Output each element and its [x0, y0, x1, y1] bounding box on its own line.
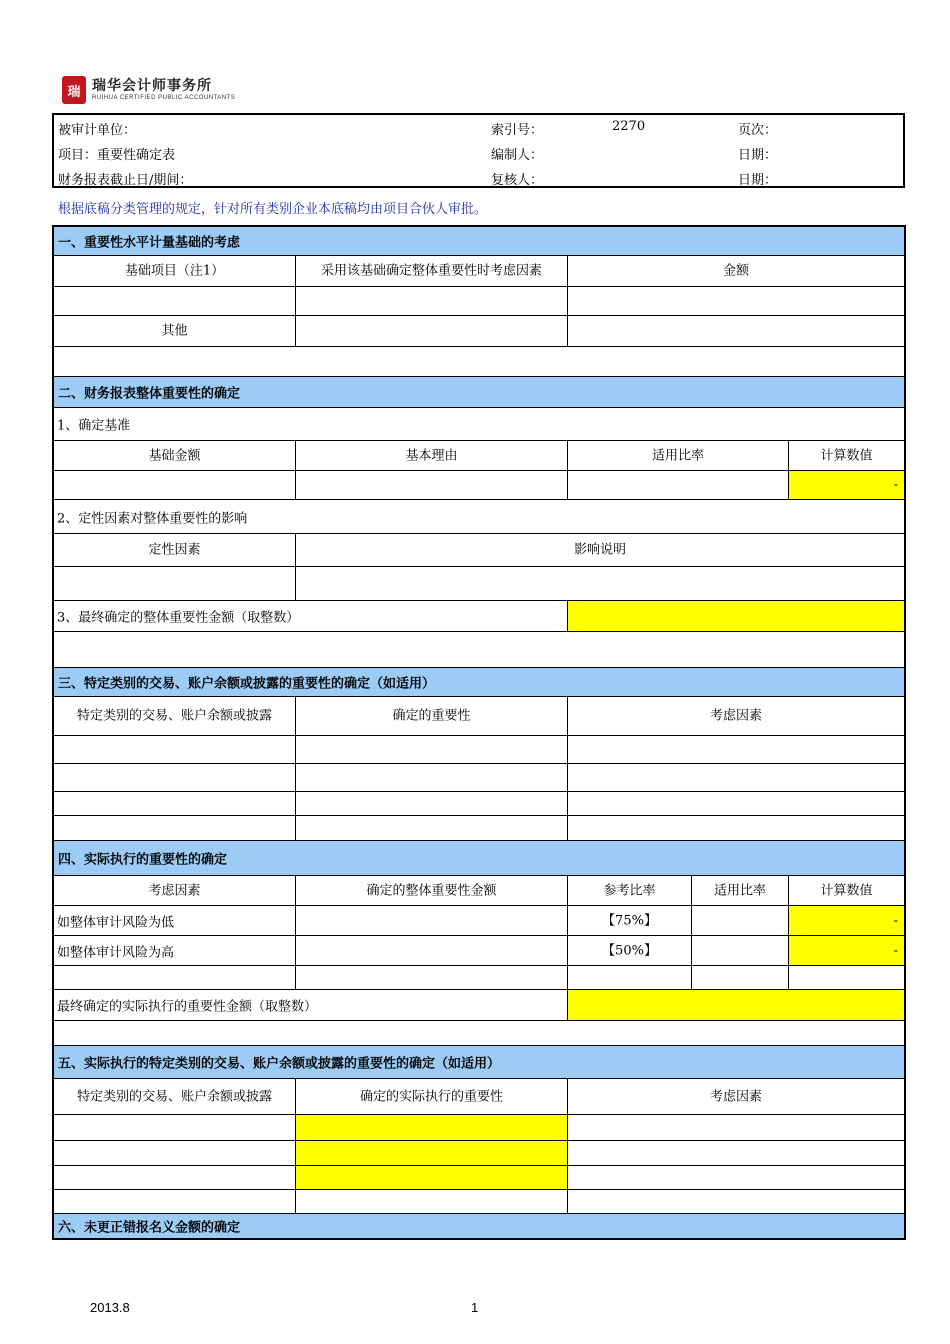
section-5-header: 五、实际执行的特定类别的交易、账户余额或披露的重要性的确定（如适用） — [54, 1046, 904, 1079]
firm-name: 瑞华会计师事务所 — [92, 78, 212, 94]
calculated-value-cell[interactable]: - — [789, 936, 904, 965]
spacer-row — [54, 347, 904, 377]
highlighted-input-cell[interactable] — [296, 1141, 568, 1165]
version-label: 2013.8 — [90, 1300, 130, 1315]
table-row — [54, 471, 904, 500]
reviewer-label: 复核人： — [491, 173, 544, 188]
firm-logo-mark: 瑞 — [62, 76, 86, 104]
input-cell[interactable] — [296, 287, 568, 315]
section-2-header: 二、财务报表整体重要性的确定 — [54, 377, 904, 408]
table-row — [54, 697, 904, 736]
final-materiality-cell[interactable] — [568, 601, 904, 631]
firm-name-en: RUIHUA CERTIFIED PUBLIC ACCOUNTANTS — [92, 95, 236, 101]
input-cell[interactable] — [54, 966, 296, 989]
auditee-label: 被审计单位： — [58, 123, 137, 138]
input-cell[interactable] — [296, 816, 568, 840]
table-row — [54, 876, 904, 906]
workpaper-header — [52, 113, 905, 188]
calculated-value-cell[interactable]: - — [789, 906, 904, 935]
section-1-header: 一、重要性水平计量基础的考虑 — [54, 227, 904, 256]
table-row — [54, 316, 904, 347]
input-cell[interactable] — [54, 287, 296, 315]
table-row — [54, 256, 904, 287]
input-cell[interactable] — [568, 316, 904, 346]
page-number: 1 — [471, 1300, 479, 1315]
spacer-row — [54, 632, 904, 668]
column-header: 特定类别的交易、账户余额或披露 — [76, 1089, 272, 1104]
subsection-label: 1、确定基准 — [54, 408, 904, 441]
table-row — [54, 1166, 904, 1190]
column-header: 采用该基础确定整体重要性时考虑因素 — [320, 263, 542, 279]
materiality-table — [52, 225, 906, 1240]
index-value: 2270 — [612, 119, 646, 134]
input-cell[interactable] — [296, 736, 568, 763]
input-cell[interactable] — [54, 1115, 296, 1140]
column-header: 基本理由 — [405, 448, 458, 463]
table-row — [54, 601, 904, 632]
approval-note: 根据底稿分类管理的规定，针对所有类别企业本底稿均由项目合伙人审批。 — [58, 202, 488, 217]
final-performance-materiality-cell[interactable] — [568, 990, 904, 1020]
column-header: 适用比率 — [713, 883, 766, 898]
input-cell[interactable] — [692, 906, 789, 935]
column-header: 金额 — [722, 263, 749, 279]
input-cell[interactable] — [296, 792, 568, 815]
input-cell[interactable] — [568, 1115, 904, 1140]
column-header: 特定类别的交易、账户余额或披露 — [76, 708, 272, 724]
high-risk-label: 如整体审计风险为高 — [57, 945, 175, 960]
input-cell[interactable] — [296, 1190, 568, 1213]
input-cell[interactable] — [296, 471, 568, 499]
column-header: 计算数值 — [820, 448, 873, 463]
input-cell[interactable] — [54, 792, 296, 815]
period-label: 财务报表截止日/期间： — [58, 173, 193, 188]
table-row — [54, 1115, 904, 1141]
column-header: 考虑因素 — [709, 708, 762, 724]
input-cell[interactable] — [54, 567, 296, 600]
project-label: 项目：重要性确定表 — [58, 148, 176, 163]
table-row — [54, 736, 904, 764]
input-cell[interactable] — [568, 736, 904, 763]
table-row — [54, 1079, 904, 1115]
column-header: 确定的重要性 — [392, 708, 471, 724]
input-cell[interactable] — [296, 567, 904, 600]
input-cell[interactable] — [568, 471, 789, 499]
table-row — [54, 792, 904, 816]
input-cell[interactable] — [568, 1190, 904, 1213]
input-cell[interactable] — [789, 966, 904, 989]
section-4-header: 四、实际执行的重要性的确定 — [54, 841, 904, 876]
column-header: 定性因素 — [148, 542, 201, 558]
column-header: 确定的实际执行的重要性 — [359, 1089, 503, 1104]
column-header: 基础金额 — [148, 448, 201, 463]
input-cell[interactable] — [54, 1141, 296, 1165]
input-cell[interactable] — [296, 936, 568, 965]
table-row — [54, 764, 904, 792]
spacer-row — [54, 1021, 904, 1046]
input-cell[interactable] — [296, 966, 568, 989]
input-cell[interactable] — [692, 966, 789, 989]
input-cell[interactable] — [54, 816, 296, 840]
input-cell[interactable] — [692, 936, 789, 965]
column-header: 考虑因素 — [709, 1089, 762, 1104]
section-6-header: 六、未更正错报名义金额的确定 — [54, 1214, 904, 1238]
input-cell[interactable] — [568, 287, 904, 315]
input-cell[interactable] — [54, 1166, 296, 1189]
final-materiality-label: 3、最终确定的整体重要性金额（取整数） — [57, 610, 300, 626]
table-row — [54, 816, 904, 841]
table-row — [54, 906, 904, 936]
column-header: 计算数值 — [820, 883, 873, 898]
table-row — [54, 966, 904, 990]
low-risk-label: 如整体审计风险为低 — [57, 915, 175, 930]
table-row — [54, 567, 904, 601]
column-header: 适用比率 — [651, 448, 704, 463]
table-row — [54, 1190, 904, 1214]
row-label-other: 其他 — [161, 323, 188, 339]
low-reference-rate: 【75%】 — [602, 913, 657, 928]
high-reference-rate: 【50%】 — [602, 943, 657, 958]
table-row — [54, 441, 904, 471]
input-cell[interactable] — [568, 1141, 904, 1165]
input-cell[interactable] — [54, 764, 296, 791]
calculated-value-cell[interactable]: - — [789, 471, 904, 499]
input-cell[interactable] — [296, 764, 568, 791]
input-cell[interactable] — [568, 764, 904, 791]
page-label: 页次： — [738, 123, 778, 138]
input-cell[interactable] — [568, 792, 904, 815]
input-cell[interactable] — [568, 966, 692, 989]
final-performance-materiality-label: 最终确定的实际执行的重要性金额（取整数） — [57, 999, 318, 1015]
table-row — [54, 990, 904, 1021]
input-cell[interactable] — [54, 471, 296, 499]
input-cell[interactable] — [568, 1166, 904, 1189]
column-header: 影响说明 — [573, 542, 626, 558]
highlighted-input-cell[interactable] — [296, 1115, 568, 1140]
table-row — [54, 534, 904, 567]
prepared-date-label: 日期： — [738, 148, 778, 163]
input-cell[interactable] — [54, 1190, 296, 1213]
subsection-label: 2、定性因素对整体重要性的影响 — [54, 500, 904, 534]
index-label: 索引号： — [491, 123, 544, 138]
firm-logo — [62, 76, 235, 104]
review-date-label: 日期： — [738, 173, 778, 188]
table-row — [54, 936, 904, 966]
column-header: 确定的整体重要性金额 — [366, 883, 497, 898]
input-cell[interactable] — [296, 906, 568, 935]
highlighted-input-cell[interactable] — [296, 1166, 568, 1189]
prepared-by-label: 编制人： — [491, 148, 544, 163]
table-row — [54, 1141, 904, 1166]
column-header: 参考比率 — [603, 883, 656, 898]
section-3-header: 三、特定类别的交易、账户余额或披露的重要性的确定（如适用） — [54, 668, 904, 697]
table-row — [54, 287, 904, 316]
column-header: 考虑因素 — [148, 883, 201, 898]
input-cell[interactable] — [568, 816, 904, 840]
input-cell[interactable] — [296, 316, 568, 346]
column-header: 基础项目（注1） — [124, 263, 225, 279]
input-cell[interactable] — [54, 736, 296, 763]
